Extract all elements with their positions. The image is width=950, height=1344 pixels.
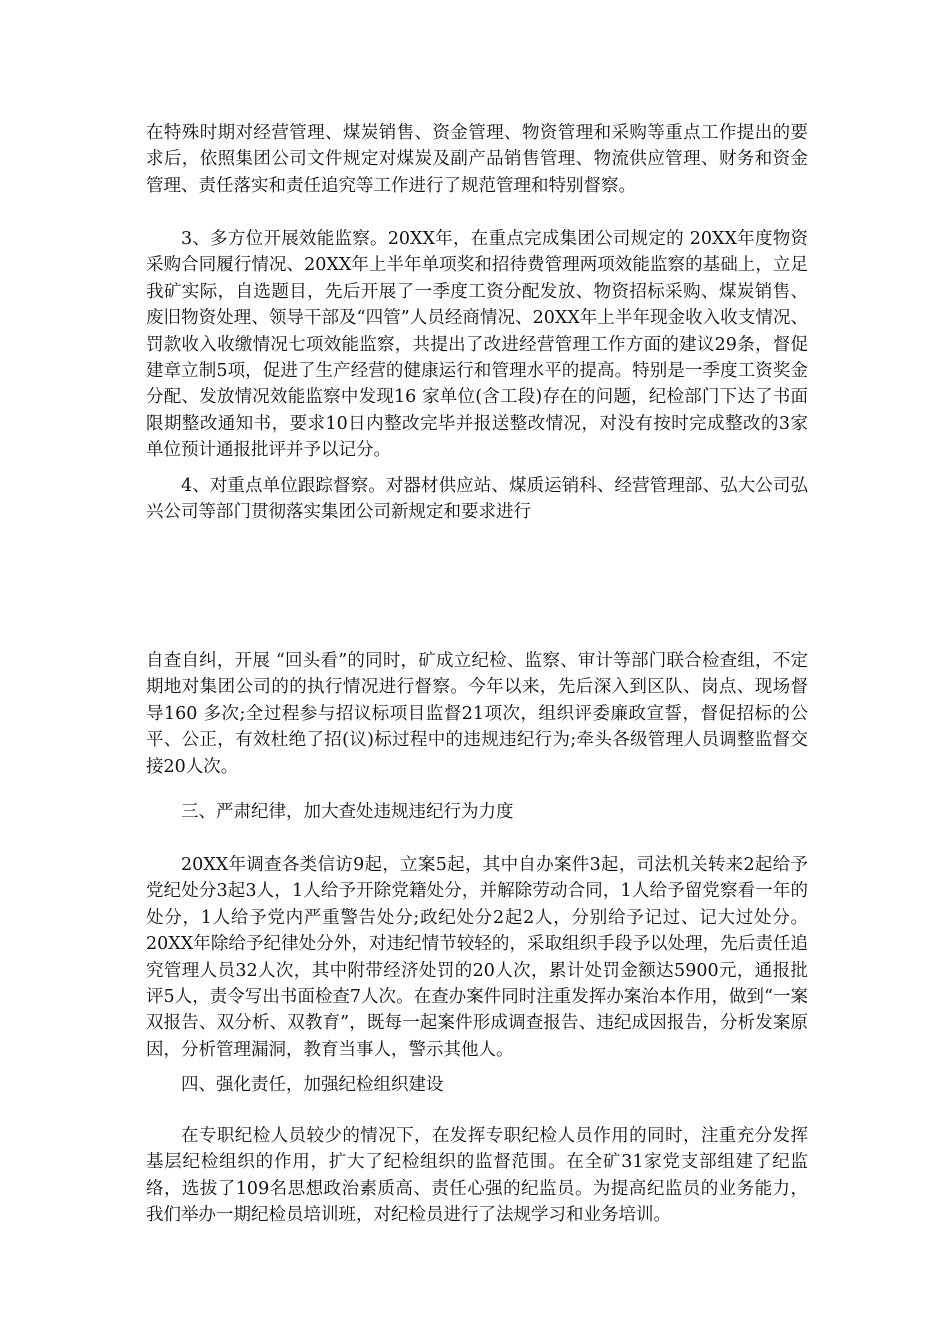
paragraph-case-handling: 20XX年调查各类信访9起，立案5起，其中自办案件3起，司法机关转来2起给予党纪处分3起3人，1人给予开除党籍处分，并解除劳动合同，1人给予留党察看一年的处分，1人给予党内严重警告处分;政纪处分2起2人，分别给予记过、记大过处分。20XX年除给予纪律处分外，对违纪情节较轻的，采取组织手段予以处理，先后责任追究管理人员32人次，其中附带经济处罚的20人次，累计处罚金额达5900元，通报批评5人，责令写出书面检查7人次。在查办案件同时注重发挥办案治本作用，做到“一案双报告、双分析、双教育”，既每一起案件形成调查报告、违纪成因报告，分析发案原因，分析管理漏洞，教育当事人，警示其他人。 <box>146 855 808 1060</box>
paragraph-organization-building: 在专职纪检人员较少的情况下，在发挥专职纪检人员作用的同时，注重充分发挥基层纪检组织的作用，扩大了纪检组织的监督范围。在全矿31家党支部组建了纪监络，选拔了109名思想政治素质高、责任心强的纪监员。为提高纪监员的业务能力，我们举办一期纪检员培训班，对纪检员进行了法规学习和业务培训。 <box>146 1126 808 1226</box>
paragraph-key-unit-tracking: 4、对重点单位跟踪督察。对器材供应站、煤质运销科、经营管理部、弘大公司弘兴公司等部门贯彻落实集团公司新规定和要求进行 <box>146 476 808 523</box>
paragraph-self-inspection: 自查自纠，开展 “回头看”的同时，矿成立纪检、监察、审计等部门联合检查组，不定期地对集团公司的的执行情况进行督察。今年以来，先后深入到区队、岗点、现场督导160 多次;全过程参与招议标项目监督21项次，组织评委廉政宣誓，督促招标的公平、公正，有效杜绝了招(议)标过程中的违规违纪行为;牵头各级管理人员调整监督交接20人次。 <box>146 651 808 777</box>
paragraph-intro-continuation: 在特殊时期对经营管理、煤炭销售、资金管理、物资管理和采购等重点工作提出的要求后，依照集团公司文件规定对煤炭及副产品销售管理、物流供应管理、财务和资金管理、责任落实和责任追究等工作进行了规范管理和特别督察。 <box>146 123 808 196</box>
paragraph-efficiency-supervision: 3、多方位开展效能监察。20XX年，在重点完成集团公司规定的 20XX年度物资采购合同履行情况、20XX年上半年单项奖和招待费管理两项效能监察的基础上，立足我矿实际，自选题目，先后开展了一季度工资分配发放、物资招标采购、煤炭销售、废旧物资处理、领导干部及“四管”人员经商情况、20XX年上半年现金收入收支情况、罚款收入收缴情况七项效能监察，共提出了改进经营管理工作方面的建议29条，督促建章立制5项，促进了生产经营的健康运行和管理水平的提高。特别是一季度工资奖金分配、发放情况效能监察中发现16 家单位(含工段)存在的问题，纪检部门下达了书面限期整改通知书，要求10日内整改完毕并报送整改情况，对没有按时完成整改的3家单位预计通报批评并予以记分。 <box>146 229 808 461</box>
heading-section-four: 四、强化责任，加强纪检组织建设 <box>181 1075 444 1095</box>
heading-section-three: 三、严肃纪律，加大查处违规违纪行为力度 <box>181 802 514 822</box>
